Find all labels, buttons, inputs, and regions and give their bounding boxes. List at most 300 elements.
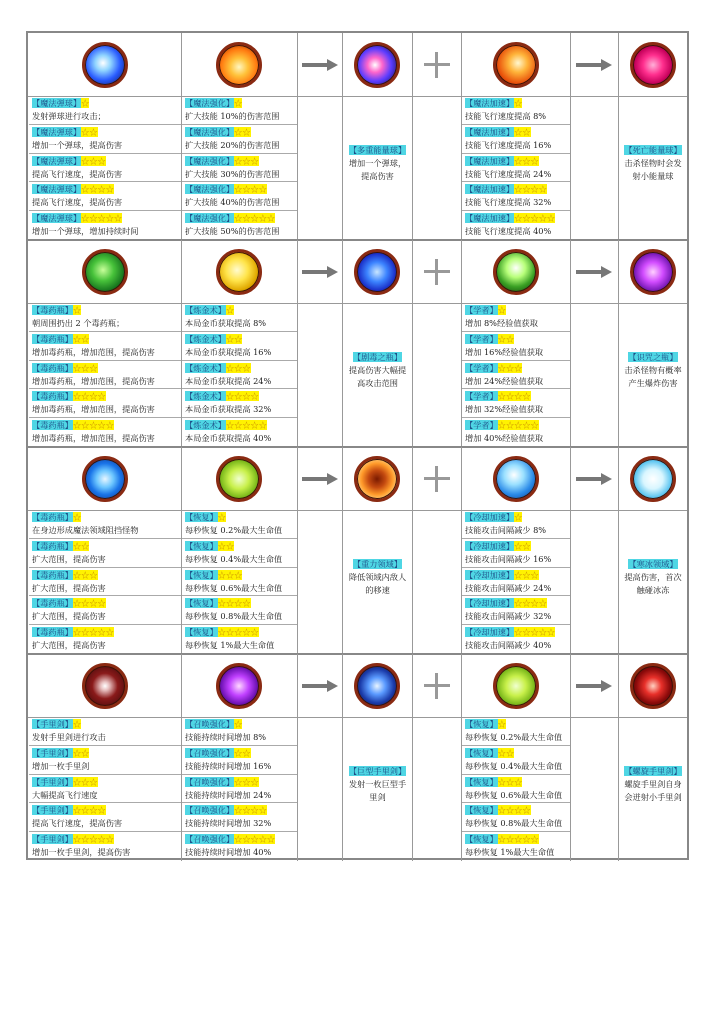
upgrade-name: 【召唤强化】 xyxy=(185,719,235,729)
gold-coin-orb-icon xyxy=(216,249,262,295)
combo-text xyxy=(343,351,412,390)
upgrade-name: 【炼金术】 xyxy=(185,420,226,431)
upgrade-entry xyxy=(29,389,181,418)
upgrade-entry xyxy=(182,775,297,804)
star-rating: ☆☆☆☆ xyxy=(225,391,259,402)
upgrade-list xyxy=(182,303,297,447)
upgrade-name: 【炼金术】 xyxy=(185,362,226,373)
upgrade-description: 增加毒药瓶，增加范围，提高伤害 xyxy=(32,404,155,415)
upgrade-name: 【冷却加速】 xyxy=(465,627,515,638)
combo-name: 【寒冰领域】 xyxy=(628,559,678,569)
upgrade-name: 【毒药瓶】 xyxy=(32,627,73,638)
upgrade-name: 【冷却加速】 xyxy=(465,598,515,609)
upgrade-name: 【手里剑】 xyxy=(32,834,73,845)
snowflake-orb-icon xyxy=(630,456,676,502)
upgrade-description: 技能持续时间增加 40% xyxy=(185,847,272,858)
upgrade-entry xyxy=(29,596,181,625)
upgrade-description: 扩大范围，提高伤害 xyxy=(32,582,106,593)
upgrade-entry xyxy=(462,361,570,390)
upgrade-list xyxy=(462,96,570,240)
star-rating: ☆ xyxy=(81,98,90,108)
column-divider xyxy=(570,654,571,861)
star-rating: ☆☆☆☆☆ xyxy=(497,420,539,431)
upgrade-description: 本局金币获取提高 16% xyxy=(185,346,272,357)
combo-result xyxy=(619,96,687,240)
upgrade-entry xyxy=(29,361,181,390)
star-rating: ☆☆ xyxy=(225,333,243,344)
icon-cell xyxy=(342,447,412,510)
upgrade-description: 技能飞行速度提高 24% xyxy=(465,168,552,179)
star-rating: ☆ xyxy=(72,719,82,729)
upgrade-description: 每秒恢复 1%最大生命值 xyxy=(185,640,275,651)
upgrade-list xyxy=(182,717,297,861)
icon-cell xyxy=(618,447,687,510)
poison-flask-orb-icon xyxy=(82,249,128,295)
icon-cell xyxy=(461,654,570,717)
icon-cell xyxy=(412,447,461,510)
plus-icon xyxy=(424,52,450,78)
upgrade-description: 技能飞行速度提高 32% xyxy=(465,197,552,208)
upgrade-description: 增加一个弹球，增加持续时间 xyxy=(32,226,139,237)
arrow-right-icon xyxy=(302,266,338,278)
upgrade-entry xyxy=(462,717,570,746)
star-rating: ☆☆☆ xyxy=(72,776,98,787)
upgrade-entry xyxy=(462,775,570,804)
upgrade-entry xyxy=(182,361,297,390)
icon-cell xyxy=(181,33,297,96)
upgrade-name: 【魔法加速】 xyxy=(465,155,515,166)
combo-description: 击杀怪物时会发射小能量球 xyxy=(624,158,682,181)
star-rating: ☆ xyxy=(497,305,506,315)
upgrade-entry xyxy=(462,832,570,861)
star-rating: ☆☆☆☆ xyxy=(72,391,106,402)
upgrade-name: 【魔法强化】 xyxy=(185,98,235,108)
star-rating: ☆☆☆ xyxy=(497,362,523,373)
upgrade-name: 【恢复】 xyxy=(465,776,498,787)
upgrade-list xyxy=(182,510,297,654)
upgrade-entry xyxy=(462,211,570,240)
star-rating: ☆☆☆☆ xyxy=(72,805,106,816)
star-rating: ☆ xyxy=(72,305,82,315)
icon-cell xyxy=(412,240,461,303)
upgrade-entry xyxy=(462,389,570,418)
star-rating: ☆ xyxy=(514,98,523,108)
upgrade-name: 【毒药瓶】 xyxy=(32,362,73,373)
upgrade-name: 【毒药瓶】 xyxy=(32,540,73,551)
upgrade-name: 【召唤强化】 xyxy=(185,805,235,816)
upgrade-description: 每秒恢复 1%最大生命值 xyxy=(465,847,555,858)
star-rating: ☆☆ xyxy=(217,540,235,551)
upgrade-name: 【恢复】 xyxy=(465,747,498,758)
upgrade-name: 【魔法弹球】 xyxy=(32,184,82,195)
icon-cell xyxy=(570,654,618,717)
upgrade-name: 【毒药瓶】 xyxy=(32,512,73,522)
plus-icon xyxy=(424,466,450,492)
upgrade-description: 朝周围扔出 2 个毒药瓶； xyxy=(32,318,125,328)
skill-block xyxy=(28,240,687,447)
plus-icon xyxy=(424,259,450,285)
star-rating: ☆☆☆☆ xyxy=(234,184,267,195)
upgrade-name: 【毒药瓶】 xyxy=(32,420,73,431)
upgrade-entry xyxy=(29,96,181,125)
column-divider xyxy=(412,240,413,447)
upgrade-description: 扩大技能 20%的伤害范围 xyxy=(185,139,280,150)
upgrade-description: 提高飞行速度，提高伤害 xyxy=(32,818,123,829)
upgrade-entry xyxy=(182,717,297,746)
star-rating: ☆ xyxy=(72,512,82,522)
icon-cell xyxy=(297,33,342,96)
star-rating: ☆☆☆☆☆ xyxy=(497,834,539,845)
upgrade-entry xyxy=(29,568,181,597)
star-rating: ☆ xyxy=(217,512,226,522)
upgrade-entry xyxy=(462,332,570,361)
column-divider xyxy=(570,240,571,447)
column-divider xyxy=(412,447,413,654)
upgrade-name: 【召唤强化】 xyxy=(185,747,235,758)
upgrade-name: 【手里剑】 xyxy=(32,719,73,729)
upgrade-description: 本局金币获取提高 32% xyxy=(185,404,272,415)
upgrade-name: 【恢复】 xyxy=(185,627,218,638)
upgrade-entry xyxy=(29,303,181,332)
upgrade-list xyxy=(29,303,181,447)
star-rating: ☆ xyxy=(225,305,235,315)
upgrade-description: 每秒恢复 0.4%最大生命值 xyxy=(185,553,283,564)
upgrade-entry xyxy=(462,96,570,125)
combo-result xyxy=(343,96,412,240)
upgrade-entry xyxy=(462,303,570,332)
ice-burst-orb-icon xyxy=(82,42,128,88)
upgrade-name: 【学者】 xyxy=(465,420,498,431)
column-divider xyxy=(297,654,298,861)
shuriken-orb-icon xyxy=(82,663,128,709)
upgrade-entry xyxy=(29,418,181,447)
upgrade-name: 【炼金术】 xyxy=(185,305,226,315)
combo-result xyxy=(619,303,687,447)
upgrade-name: 【恢复】 xyxy=(185,540,218,551)
star-rating: ☆☆☆☆ xyxy=(497,805,531,816)
star-rating: ☆☆ xyxy=(234,126,251,137)
column-divider xyxy=(297,33,298,240)
star-rating: ☆☆ xyxy=(497,333,515,344)
green-flash-orb-icon xyxy=(493,249,539,295)
upgrade-entry xyxy=(462,539,570,568)
upgrade-entry xyxy=(29,211,181,240)
upgrade-name: 【魔法弹球】 xyxy=(32,126,82,137)
upgrade-entry xyxy=(182,832,297,861)
star-rating: ☆☆☆☆☆ xyxy=(72,627,114,638)
upgrade-name: 【学者】 xyxy=(465,362,498,373)
upgrade-entry xyxy=(29,332,181,361)
upgrade-name: 【毒药瓶】 xyxy=(32,333,73,344)
combo-result xyxy=(619,717,687,861)
star-rating: ☆☆☆☆☆ xyxy=(225,420,267,431)
star-rating: ☆☆ xyxy=(514,126,531,137)
green-cross-orb-icon xyxy=(216,456,262,502)
upgrade-name: 【手里剑】 xyxy=(32,747,73,758)
combo-name: 【巨型手里剑】 xyxy=(348,766,407,776)
upgrade-entry xyxy=(182,596,297,625)
star-rating: ☆☆☆☆☆ xyxy=(234,213,276,224)
combo-text xyxy=(343,558,412,597)
star-rating: ☆☆☆ xyxy=(72,362,98,373)
upgrade-description: 增加一枚手里剑，提高伤害 xyxy=(32,847,131,858)
upgrade-name: 【魔法加速】 xyxy=(465,213,515,224)
upgrade-entry xyxy=(182,803,297,832)
icon-row xyxy=(28,654,687,718)
star-rating: ☆☆ xyxy=(72,747,90,758)
upgrade-description: 发射弹球进行攻击； xyxy=(32,111,106,121)
upgrade-list xyxy=(182,96,297,240)
star-rating: ☆☆ xyxy=(72,540,90,551)
upgrade-entry xyxy=(182,625,297,654)
upgrade-entry xyxy=(462,568,570,597)
upgrade-name: 【恢复】 xyxy=(465,834,498,845)
arrow-right-icon xyxy=(302,59,338,71)
star-rating: ☆☆☆☆☆ xyxy=(72,834,114,845)
column-divider xyxy=(412,33,413,240)
blue-swirl-orb-icon xyxy=(354,249,400,295)
star-rating: ☆☆ xyxy=(234,747,251,758)
star-rating: ☆☆☆ xyxy=(497,776,523,787)
upgrade-name: 【毒药瓶】 xyxy=(32,391,73,402)
upgrade-name: 【魔法强化】 xyxy=(185,126,235,137)
upgrade-entry xyxy=(462,510,570,539)
icon-cell xyxy=(28,33,181,96)
star-rating: ☆☆☆☆ xyxy=(497,391,531,402)
upgrade-name: 【召唤强化】 xyxy=(185,834,235,845)
upgrade-entry xyxy=(29,125,181,154)
star-rating: ☆☆☆☆ xyxy=(514,598,547,609)
upgrade-entry xyxy=(462,746,570,775)
upgrade-entry xyxy=(462,596,570,625)
icon-cell xyxy=(570,447,618,510)
flame-pillar-orb-icon xyxy=(216,42,262,88)
upgrade-name: 【手里剑】 xyxy=(32,805,73,816)
icon-cell xyxy=(297,447,342,510)
upgrade-entry xyxy=(182,211,297,240)
skill-block xyxy=(28,33,687,240)
upgrade-entry xyxy=(29,510,181,539)
arrow-right-icon xyxy=(576,266,612,278)
icon-cell xyxy=(412,654,461,717)
upgrade-name: 【冷却加速】 xyxy=(465,569,515,580)
upgrade-entry xyxy=(182,96,297,125)
column-divider xyxy=(570,33,571,240)
upgrade-entry xyxy=(182,154,297,183)
combo-name: 【识咒之瓶】 xyxy=(628,352,678,362)
upgrade-description: 发射手里剑进行攻击 xyxy=(32,732,106,742)
icon-cell xyxy=(618,240,687,303)
upgrade-entry xyxy=(29,746,181,775)
combo-text xyxy=(619,558,687,597)
upgrade-entry xyxy=(182,510,297,539)
star-rating: ☆ xyxy=(234,719,243,729)
upgrade-description: 本局金币获取提高 40% xyxy=(185,433,272,444)
upgrade-description: 增加 24%经验值获取 xyxy=(465,375,544,386)
upgrade-description: 增加 40%经验值获取 xyxy=(465,433,544,444)
column-divider xyxy=(570,447,571,654)
upgrade-name: 【毒药瓶】 xyxy=(32,598,73,609)
upgrade-name: 【手里剑】 xyxy=(32,776,73,787)
star-rating: ☆☆☆☆☆ xyxy=(234,834,276,845)
blue-shuriken-orb-icon xyxy=(354,663,400,709)
upgrade-description: 技能攻击间隔减少 40% xyxy=(465,640,552,651)
upgrade-name: 【冷却加速】 xyxy=(465,512,515,522)
star-rating: ☆☆☆ xyxy=(514,569,539,580)
upgrade-entry xyxy=(462,182,570,211)
icon-cell xyxy=(181,240,297,303)
upgrade-name: 【恢复】 xyxy=(185,512,218,522)
combo-description: 提高伤害，首次触碰冰冻 xyxy=(624,572,682,595)
upgrade-description: 扩大范围，提高伤害 xyxy=(32,553,106,564)
star-rating: ☆☆☆☆ xyxy=(81,184,114,195)
upgrade-entry xyxy=(182,539,297,568)
star-rating: ☆☆☆ xyxy=(72,569,98,580)
plasma-burst-orb-icon xyxy=(354,42,400,88)
combo-name: 【死亡能量球】 xyxy=(624,145,682,155)
upgrade-description: 扩大技能 30%的伤害范围 xyxy=(185,168,280,179)
icon-cell xyxy=(297,654,342,717)
upgrade-name: 【学者】 xyxy=(465,305,498,315)
star-rating: ☆☆ xyxy=(81,126,98,137)
upgrade-description: 扩大技能 10%的伤害范围 xyxy=(185,111,280,121)
star-rating: ☆☆☆ xyxy=(514,155,539,166)
upgrade-description: 扩大技能 50%的伤害范围 xyxy=(185,226,280,237)
upgrade-description: 本局金币获取提高 24% xyxy=(185,375,272,386)
combo-text xyxy=(619,351,687,390)
column-divider xyxy=(412,654,413,861)
icon-cell xyxy=(618,654,687,717)
upgrade-list xyxy=(29,96,181,240)
combo-name: 【重力领域】 xyxy=(352,559,403,569)
upgrade-description: 技能攻击间隔减少 24% xyxy=(465,582,552,593)
upgrade-description: 在身边形成魔法领域阻挡怪物 xyxy=(32,525,139,535)
icon-cell xyxy=(461,447,570,510)
upgrade-entry xyxy=(182,389,297,418)
upgrade-description: 扩大范围，提高伤害 xyxy=(32,611,106,622)
fire-swirl-orb-icon xyxy=(493,42,539,88)
upgrade-description: 扩大范围，提高伤害 xyxy=(32,640,106,651)
upgrade-description: 增加毒药瓶，增加范围，提高伤害 xyxy=(32,433,155,444)
upgrade-entry xyxy=(182,125,297,154)
skill-combination-table xyxy=(26,31,689,860)
upgrade-name: 【魔法强化】 xyxy=(185,213,235,224)
upgrade-list xyxy=(462,303,570,447)
upgrade-name: 【恢复】 xyxy=(465,719,498,729)
arrow-right-icon xyxy=(576,473,612,485)
star-rating: ☆☆☆ xyxy=(81,155,106,166)
upgrade-entry xyxy=(29,803,181,832)
upgrade-description: 增加一个弹球，提高伤害 xyxy=(32,139,123,150)
icon-cell xyxy=(412,33,461,96)
upgrade-entry xyxy=(29,717,181,746)
upgrade-description: 每秒恢复 0.2%最大生命值 xyxy=(185,525,283,535)
icon-cell xyxy=(618,33,687,96)
combo-description: 增加一个弹球，提高伤害 xyxy=(348,158,407,181)
star-rating: ☆ xyxy=(514,512,523,522)
icon-cell xyxy=(461,240,570,303)
upgrade-name: 【魔法加速】 xyxy=(465,126,515,137)
upgrade-entry xyxy=(29,832,181,861)
upgrade-name: 【恢复】 xyxy=(465,805,498,816)
combo-text xyxy=(619,765,687,804)
upgrade-entry xyxy=(29,625,181,654)
icon-cell xyxy=(297,240,342,303)
upgrade-name: 【魔法弹球】 xyxy=(32,98,82,108)
combo-name: 【剧毒之瓶】 xyxy=(352,352,403,362)
plus-icon xyxy=(424,673,450,699)
combo-text xyxy=(343,144,412,183)
star-rating: ☆☆☆ xyxy=(217,569,243,580)
icon-cell xyxy=(28,447,181,510)
combo-name: 【螺旋手里剑】 xyxy=(624,766,682,776)
upgrade-description: 技能飞行速度提高 40% xyxy=(465,226,552,237)
upgrade-description: 技能持续时间增加 24% xyxy=(185,789,272,800)
arrow-right-icon xyxy=(576,680,612,692)
upgrade-entry xyxy=(462,418,570,447)
upgrade-entry xyxy=(182,182,297,211)
upgrade-description: 本局金币获取提高 8% xyxy=(185,318,267,328)
icon-cell xyxy=(28,654,181,717)
star-rating: ☆☆☆☆ xyxy=(234,805,267,816)
purple-vortex-orb-icon xyxy=(216,663,262,709)
upgrade-description: 增加 32%经验值获取 xyxy=(465,404,544,415)
water-orb-icon xyxy=(493,456,539,502)
upgrade-list xyxy=(462,510,570,654)
arrow-right-icon xyxy=(302,680,338,692)
upgrade-description: 增加 8%经验值获取 xyxy=(465,318,538,328)
arrow-right-icon xyxy=(302,473,338,485)
upgrade-description: 技能攻击间隔减少 8% xyxy=(465,525,547,535)
icon-cell xyxy=(181,654,297,717)
green-cross-orb-icon xyxy=(493,663,539,709)
upgrade-name: 【魔法加速】 xyxy=(465,184,515,195)
skill-block xyxy=(28,447,687,654)
star-rating: ☆☆☆☆ xyxy=(217,598,251,609)
star-rating: ☆☆ xyxy=(514,540,531,551)
star-rating: ☆☆☆☆☆ xyxy=(81,213,123,224)
upgrade-description: 技能持续时间增加 32% xyxy=(185,818,272,829)
combo-text xyxy=(619,144,687,183)
upgrade-description: 技能攻击间隔减少 16% xyxy=(465,553,552,564)
upgrade-entry xyxy=(29,775,181,804)
star-rating: ☆☆ xyxy=(497,747,515,758)
upgrade-entry xyxy=(462,625,570,654)
upgrade-entry xyxy=(182,303,297,332)
star-rating: ☆ xyxy=(234,98,243,108)
star-rating: ☆☆☆☆☆ xyxy=(514,627,556,638)
upgrade-description: 技能攻击间隔减少 32% xyxy=(465,611,552,622)
upgrade-list xyxy=(462,717,570,861)
combo-result xyxy=(343,717,412,861)
upgrade-entry xyxy=(462,125,570,154)
upgrade-list xyxy=(29,717,181,861)
upgrade-name: 【魔法强化】 xyxy=(185,155,235,166)
star-rating: ☆☆☆ xyxy=(234,776,259,787)
icon-cell xyxy=(342,33,412,96)
upgrade-entry xyxy=(182,746,297,775)
violet-flame-orb-icon xyxy=(630,249,676,295)
upgrade-description: 每秒恢复 0.4%最大生命值 xyxy=(465,760,563,771)
upgrade-entry xyxy=(182,332,297,361)
upgrade-description: 扩大技能 40%的伤害范围 xyxy=(185,197,280,208)
upgrade-name: 【召唤强化】 xyxy=(185,776,235,787)
upgrade-entry xyxy=(462,154,570,183)
upgrade-name: 【魔法强化】 xyxy=(185,184,235,195)
skill-block xyxy=(28,654,687,861)
upgrade-description: 每秒恢复 0.8%最大生命值 xyxy=(465,818,563,829)
upgrade-description: 技能持续时间增加 8% xyxy=(185,732,267,742)
